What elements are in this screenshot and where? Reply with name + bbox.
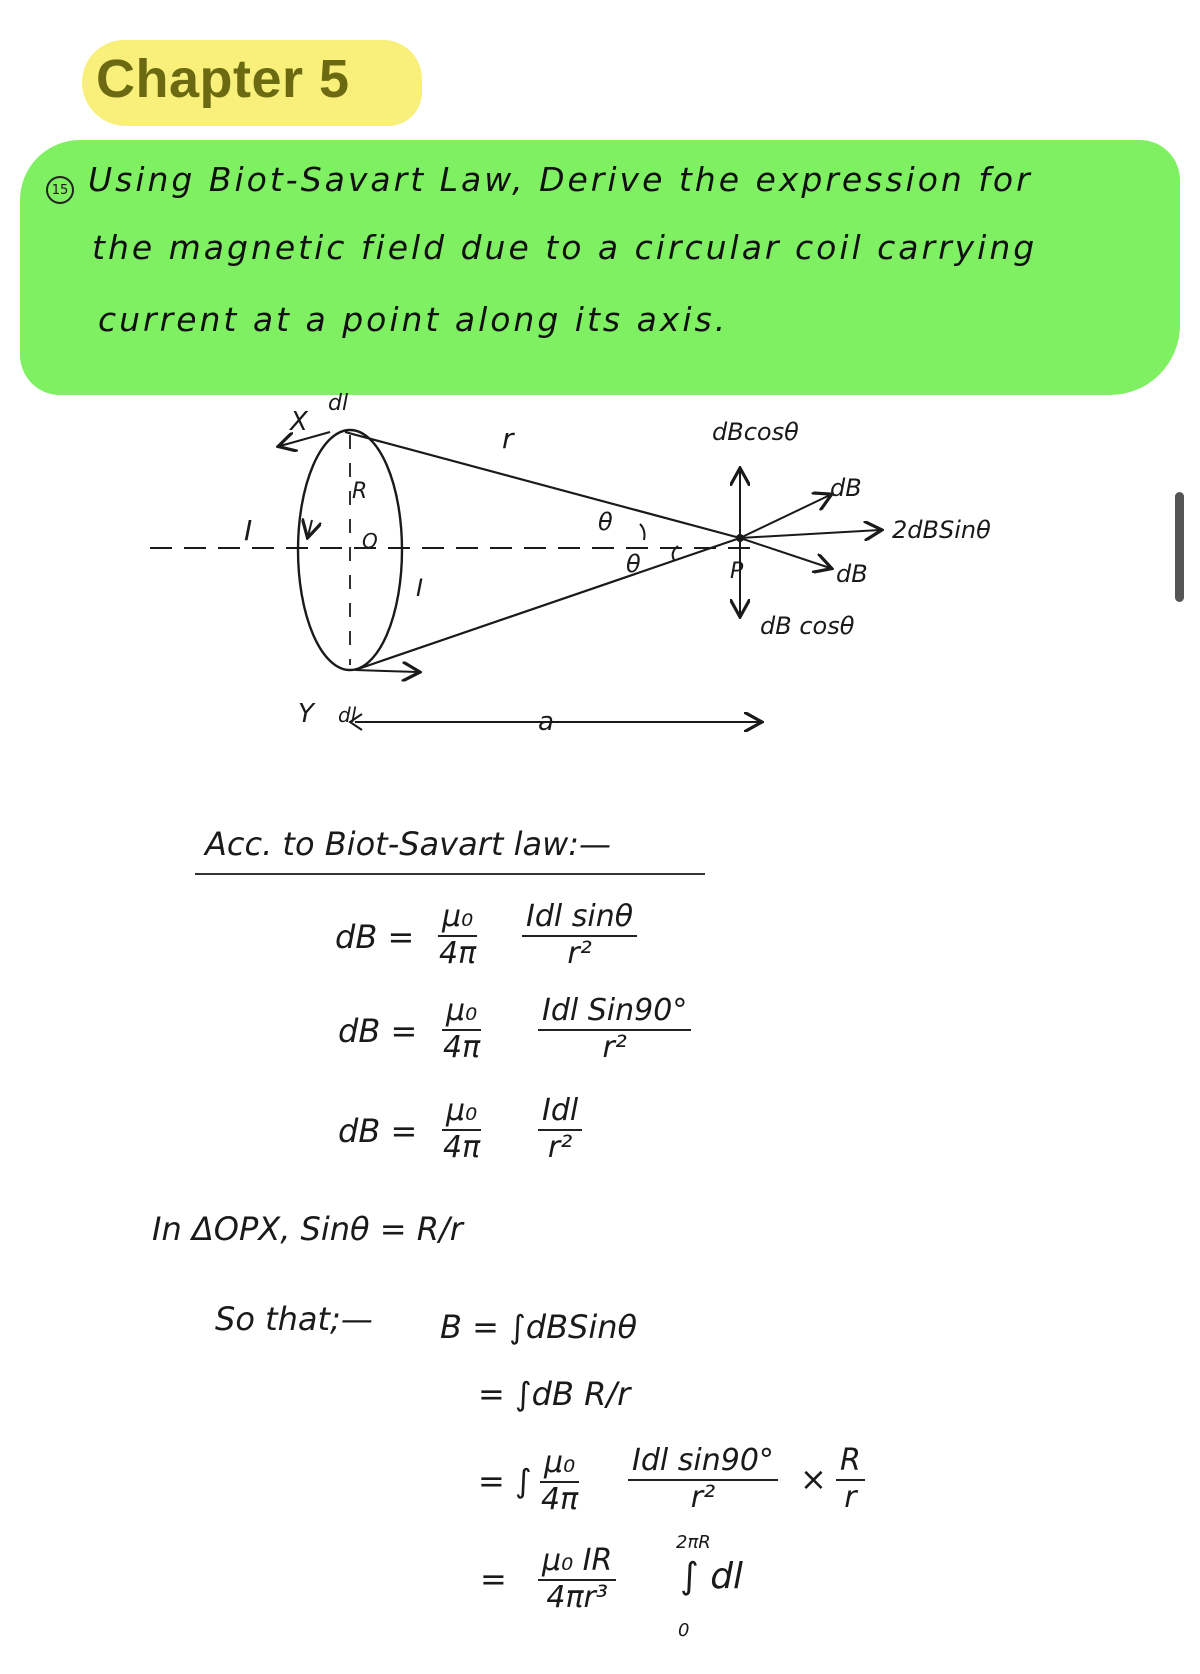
eq3-lhs: dB = (338, 1112, 418, 1150)
b-step-3-fraction-r: $\frac{R}{r}$ (836, 1444, 865, 1515)
label-2dBsin: 2dBSinθ (892, 516, 991, 544)
eq2-fraction-idl: Idl Sin90° r² (538, 994, 691, 1065)
triangle-relation: In ΔOPX, Sinθ = R/r (152, 1210, 463, 1248)
eq2-lhs: dB = (338, 1012, 418, 1050)
eq1-lhs: dB = (335, 918, 415, 956)
label-dB-bottom: dB (836, 560, 868, 588)
theta-arc-top (640, 524, 645, 540)
label-theta-bottom: θ (626, 550, 641, 578)
b-step-4-lower-limit: 0 (678, 1620, 690, 1641)
label-I-bottom: I (416, 574, 424, 602)
label-dl-bottom: dl (338, 703, 357, 727)
question-number: 15 (46, 176, 74, 204)
label-theta-top: θ (598, 508, 613, 536)
label-dBcos-bottom: dB cosθ (760, 612, 855, 640)
b-step-3-fraction-mu: $\frac{\text{μ₀}}{4\pi}$ (540, 1445, 579, 1517)
label-x: X (290, 407, 308, 437)
2dBsin-arrow (740, 530, 880, 538)
eq3-fraction-idl: Idl r² (538, 1094, 582, 1165)
b-step-3-times: × (800, 1460, 827, 1498)
b-step-4-integral: ∫ dl (680, 1556, 744, 1597)
circular-coil-diagram (0, 380, 1200, 760)
label-a: a (538, 707, 554, 737)
b-step-4-fraction: $\frac{\text{μ₀ IR}}{\text{4πr³}}$ (538, 1544, 616, 1615)
question-line-1: Using Biot-Savart Law, Derive the expression for (88, 160, 1033, 199)
line-x-to-p (345, 432, 740, 538)
heading-underline (195, 873, 705, 875)
label-p: P (730, 559, 744, 584)
eq3-fraction-mu: $\frac{\text{μ₀}}{4\pi}$ (442, 1093, 481, 1165)
b-step-4-upper-limit: 2πR (676, 1532, 711, 1553)
b-step-2: = ∫dB R/r (478, 1375, 631, 1413)
current-left-arrow (308, 520, 312, 536)
label-I-left: I (244, 514, 253, 547)
b-step-3-prefix: = ∫ (478, 1462, 532, 1500)
question-line-2: the magnetic field due to a circular coil carrying (92, 228, 1038, 267)
question-line-3: current at a point along its axis. (98, 300, 729, 339)
label-O: O (362, 529, 378, 553)
b-step-1: B = ∫dBSinθ (440, 1308, 638, 1346)
b-step-3-fraction-idl: Idl sin90° r² (628, 1444, 778, 1515)
line-y-to-p (355, 538, 740, 670)
so-that-label: So that;— (215, 1300, 373, 1338)
eq1-fraction-mu: $\frac{\text{μ₀}}{4\pi}$ (438, 899, 477, 971)
scrollbar[interactable] (1175, 492, 1184, 602)
dl-bottom-arrow (355, 670, 418, 672)
label-Y: Y (298, 699, 314, 729)
b-step-4-prefix: = (480, 1560, 507, 1598)
dB-down-arrow (740, 538, 830, 568)
eq1-fraction-idl: Idl sinθ r² (522, 900, 637, 971)
label-R: R (352, 479, 368, 504)
derivation-heading: Acc. to Biot-Savart law:— (205, 825, 612, 863)
label-dl-top: dl (328, 391, 349, 416)
label-dBcos-top: dBcosθ (712, 418, 799, 446)
label-r: r (502, 422, 514, 455)
chapter-title: Chapter 5 (96, 49, 350, 109)
label-dB-top: dB (830, 474, 862, 502)
eq2-fraction-mu: $\frac{\text{μ₀}}{4\pi}$ (442, 993, 481, 1065)
dB-up-arrow (740, 495, 830, 538)
